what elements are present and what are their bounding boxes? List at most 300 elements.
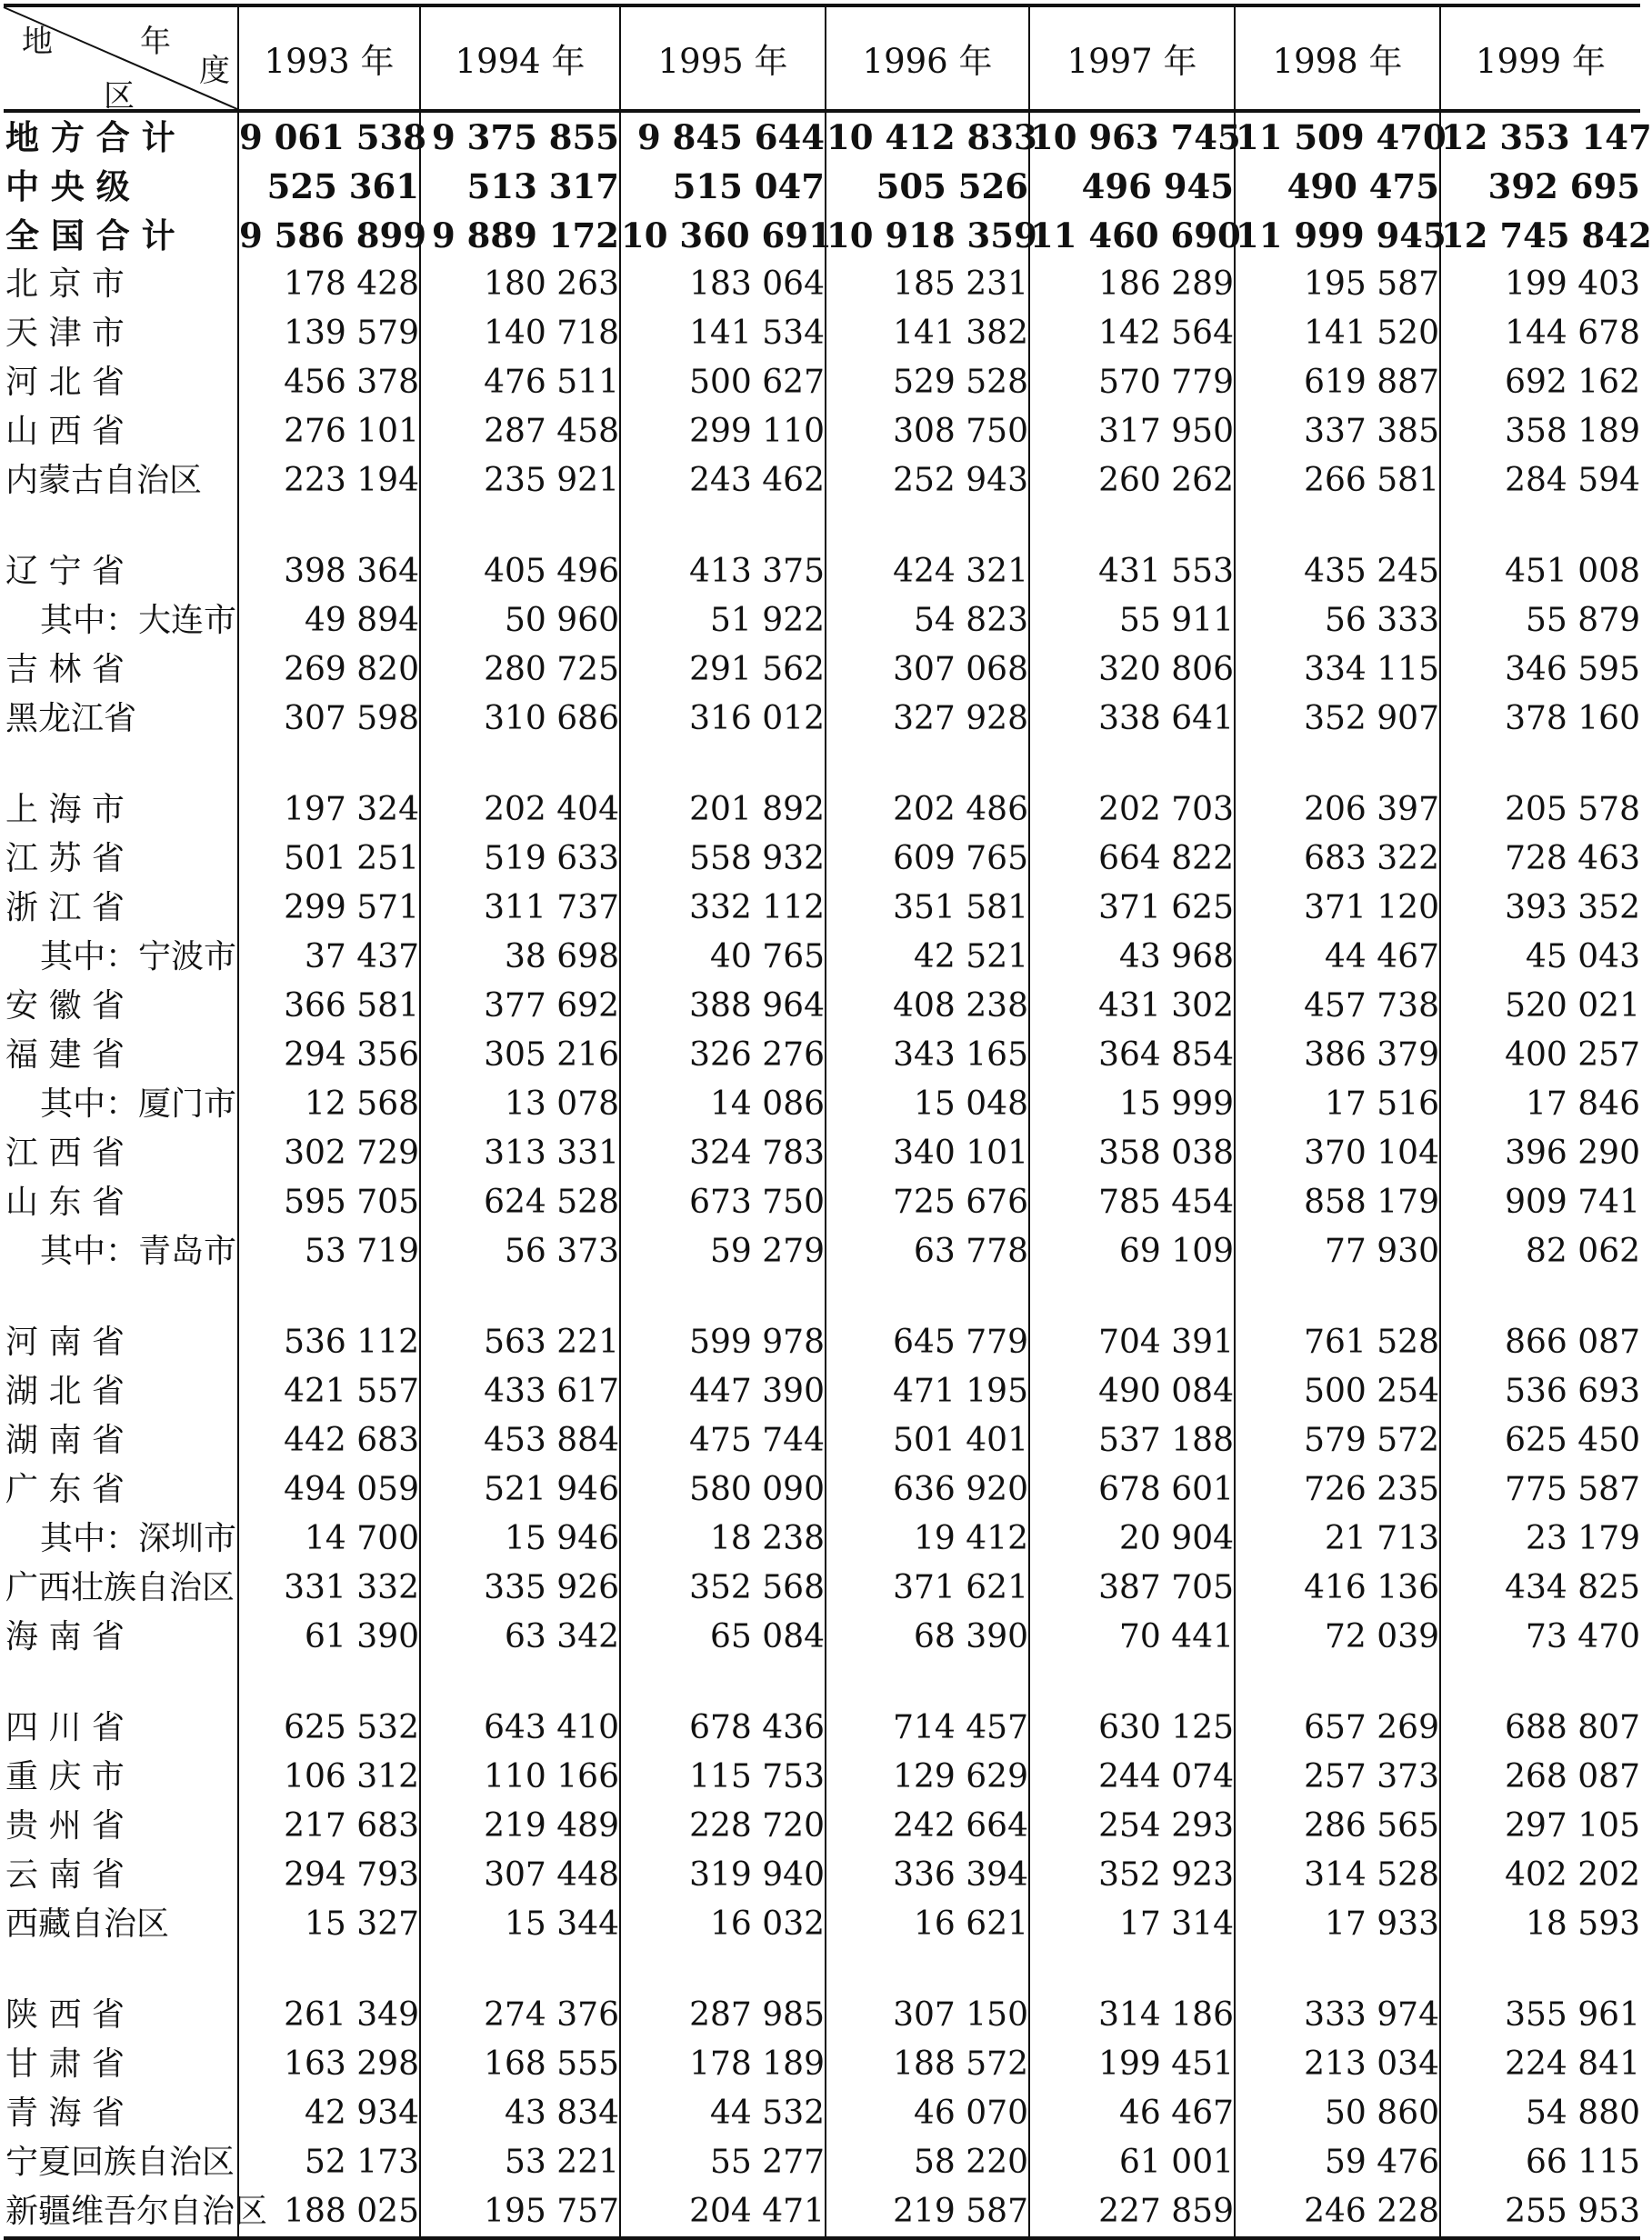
value-cell: 316 012 bbox=[620, 695, 826, 744]
region-name-cell: 甘 肃 省 bbox=[5, 2045, 125, 2083]
value-cell: 195 587 bbox=[1235, 260, 1440, 309]
value-cell: 202 703 bbox=[1029, 785, 1235, 835]
value-cell: 442 683 bbox=[238, 1416, 420, 1465]
value-cell: 619 887 bbox=[1235, 358, 1440, 407]
value-cell: 260 262 bbox=[1029, 456, 1235, 505]
value-cell: 235 921 bbox=[420, 456, 620, 505]
value-cell: 451 008 bbox=[1440, 547, 1640, 596]
region-name-cell: 广 东 省 bbox=[5, 1471, 125, 1508]
value-cell: 400 257 bbox=[1440, 1031, 1640, 1080]
value-cell: 297 105 bbox=[1440, 1802, 1640, 1851]
table-row bbox=[4, 111, 1640, 162]
spacer-cell bbox=[4, 1949, 238, 1991]
value-cell: 16 621 bbox=[826, 1900, 1029, 1949]
value-cell: 286 565 bbox=[1235, 1802, 1440, 1851]
value-cell: 398 364 bbox=[238, 547, 420, 596]
value-cell: 866 087 bbox=[1440, 1318, 1640, 1367]
value-cell: 447 390 bbox=[620, 1367, 826, 1416]
table-row bbox=[4, 1564, 1640, 1613]
spacer-cell bbox=[420, 505, 620, 547]
value-cell: 274 376 bbox=[420, 1991, 620, 2040]
value-cell: 178 189 bbox=[620, 2040, 826, 2089]
region-name-cell: 其中：大连市 bbox=[40, 602, 237, 639]
value-cell: 55 879 bbox=[1440, 596, 1640, 645]
value-cell: 525 361 bbox=[238, 162, 420, 211]
value-cell: 714 457 bbox=[826, 1704, 1029, 1753]
value-cell: 252 943 bbox=[826, 456, 1029, 505]
value-cell: 785 454 bbox=[1029, 1178, 1235, 1227]
value-cell: 204 471 bbox=[620, 2187, 826, 2238]
value-cell: 69 109 bbox=[1029, 1227, 1235, 1276]
corner-header-cell bbox=[4, 5, 238, 115]
value-cell: 393 352 bbox=[1440, 884, 1640, 933]
table-row bbox=[4, 1704, 1640, 1753]
table-row bbox=[4, 1318, 1640, 1367]
value-cell: 202 404 bbox=[420, 785, 620, 835]
region-name-cell: 其中：厦门市 bbox=[40, 1085, 237, 1123]
table-row bbox=[4, 933, 1640, 982]
spacer-cell bbox=[420, 1949, 620, 1991]
value-cell: 53 719 bbox=[238, 1227, 420, 1276]
value-cell: 673 750 bbox=[620, 1178, 826, 1227]
value-cell: 197 324 bbox=[238, 785, 420, 835]
value-cell: 311 737 bbox=[420, 884, 620, 933]
value-cell: 683 322 bbox=[1235, 835, 1440, 884]
value-cell: 307 448 bbox=[420, 1851, 620, 1900]
value-cell: 317 950 bbox=[1029, 407, 1235, 456]
value-cell: 431 553 bbox=[1029, 547, 1235, 596]
value-cell: 336 394 bbox=[826, 1851, 1029, 1900]
value-cell: 364 854 bbox=[1029, 1031, 1235, 1080]
spacer-cell bbox=[1235, 1949, 1440, 1991]
spacer-cell bbox=[4, 1662, 238, 1704]
table-row bbox=[4, 1227, 1640, 1276]
value-cell: 17 516 bbox=[1235, 1080, 1440, 1129]
value-cell: 55 277 bbox=[620, 2138, 826, 2187]
region-name-cell: 贵 州 省 bbox=[5, 1807, 125, 1845]
region-name-cell: 安 徽 省 bbox=[5, 987, 125, 1025]
value-cell: 630 125 bbox=[1029, 1704, 1235, 1753]
value-cell: 340 101 bbox=[826, 1129, 1029, 1178]
region-name-cell: 海 南 省 bbox=[5, 1618, 125, 1655]
region-name-cell: 山 西 省 bbox=[5, 413, 125, 450]
value-cell: 195 757 bbox=[420, 2187, 620, 2238]
spacer-cell bbox=[826, 505, 1029, 547]
value-cell: 188 572 bbox=[826, 2040, 1029, 2089]
region-name-cell: 河 北 省 bbox=[5, 364, 125, 401]
corner-label-region-top: 地 bbox=[22, 24, 53, 60]
value-cell: 307 598 bbox=[238, 695, 420, 744]
value-cell: 61 001 bbox=[1029, 2138, 1235, 2187]
value-cell: 494 059 bbox=[238, 1465, 420, 1515]
value-cell: 333 974 bbox=[1235, 1991, 1440, 2040]
value-cell: 314 528 bbox=[1235, 1851, 1440, 1900]
value-cell: 46 070 bbox=[826, 2089, 1029, 2138]
year-header-1994: 1994 年 bbox=[420, 5, 620, 111]
spacer-cell bbox=[826, 1662, 1029, 1704]
value-cell: 725 676 bbox=[826, 1178, 1029, 1227]
value-cell: 213 034 bbox=[1235, 2040, 1440, 2089]
value-cell: 324 783 bbox=[620, 1129, 826, 1178]
value-cell: 537 188 bbox=[1029, 1416, 1235, 1465]
value-cell: 178 428 bbox=[238, 260, 420, 309]
spacer-cell bbox=[1440, 1276, 1640, 1318]
value-cell: 201 892 bbox=[620, 785, 826, 835]
value-cell: 396 290 bbox=[1440, 1129, 1640, 1178]
value-cell: 142 564 bbox=[1029, 309, 1235, 358]
value-cell: 17 314 bbox=[1029, 1900, 1235, 1949]
value-cell: 37 437 bbox=[238, 933, 420, 982]
value-cell: 728 463 bbox=[1440, 835, 1640, 884]
value-cell: 501 401 bbox=[826, 1416, 1029, 1465]
region-name-cell: 广西壮族自治区 bbox=[5, 1569, 235, 1606]
spacer-cell bbox=[1029, 1662, 1235, 1704]
value-cell: 505 526 bbox=[826, 162, 1029, 211]
value-cell: 219 489 bbox=[420, 1802, 620, 1851]
value-cell: 392 695 bbox=[1440, 162, 1640, 211]
spacer-cell bbox=[1235, 505, 1440, 547]
value-cell: 59 476 bbox=[1235, 2138, 1440, 2187]
value-cell: 55 911 bbox=[1029, 596, 1235, 645]
value-cell: 185 231 bbox=[826, 260, 1029, 309]
value-cell: 645 779 bbox=[826, 1318, 1029, 1367]
region-name-cell: 其中：青岛市 bbox=[40, 1233, 237, 1270]
value-cell: 224 841 bbox=[1440, 2040, 1640, 2089]
value-cell: 43 968 bbox=[1029, 933, 1235, 982]
table-row bbox=[4, 456, 1640, 505]
value-cell: 678 436 bbox=[620, 1704, 826, 1753]
value-cell: 13 078 bbox=[420, 1080, 620, 1129]
value-cell: 307 068 bbox=[826, 645, 1029, 695]
value-cell: 519 633 bbox=[420, 835, 620, 884]
value-cell: 188 025 bbox=[238, 2187, 420, 2238]
region-name-cell: 新疆维吾尔自治区 bbox=[4, 2187, 238, 2238]
value-cell: 217 683 bbox=[238, 1802, 420, 1851]
value-cell: 52 173 bbox=[238, 2138, 420, 2187]
value-cell: 168 555 bbox=[420, 2040, 620, 2089]
value-cell: 42 934 bbox=[238, 2089, 420, 2138]
spacer-cell bbox=[1440, 744, 1640, 785]
spacer-cell bbox=[1029, 1276, 1235, 1318]
value-cell: 56 333 bbox=[1235, 596, 1440, 645]
value-cell: 320 806 bbox=[1029, 645, 1235, 695]
value-cell: 402 202 bbox=[1440, 1851, 1640, 1900]
spacer-cell bbox=[4, 1276, 238, 1318]
value-cell: 9 061 538 bbox=[238, 111, 420, 162]
value-cell: 18 238 bbox=[620, 1515, 826, 1564]
spacer-cell bbox=[826, 1949, 1029, 1991]
value-cell: 314 186 bbox=[1029, 1991, 1235, 2040]
value-cell: 421 557 bbox=[238, 1367, 420, 1416]
value-cell: 294 356 bbox=[238, 1031, 420, 1080]
value-cell: 163 298 bbox=[238, 2040, 420, 2089]
value-cell: 129 629 bbox=[826, 1753, 1029, 1802]
value-cell: 139 579 bbox=[238, 309, 420, 358]
value-cell: 66 115 bbox=[1440, 2138, 1640, 2187]
value-cell: 501 251 bbox=[238, 835, 420, 884]
value-cell: 431 302 bbox=[1029, 982, 1235, 1031]
value-cell: 49 894 bbox=[238, 596, 420, 645]
value-cell: 50 960 bbox=[420, 596, 620, 645]
table-row bbox=[4, 309, 1640, 358]
value-cell: 563 221 bbox=[420, 1318, 620, 1367]
spacer-cell bbox=[620, 744, 826, 785]
table-row bbox=[4, 2089, 1640, 2138]
region-name-cell: 重 庆 市 bbox=[5, 1758, 125, 1795]
year-header-1997: 1997 年 bbox=[1029, 5, 1235, 111]
value-cell: 726 235 bbox=[1235, 1465, 1440, 1515]
region-name-cell: 全 国 合 计 bbox=[5, 215, 175, 255]
spacer-cell bbox=[238, 1662, 420, 1704]
value-cell: 688 807 bbox=[1440, 1704, 1640, 1753]
value-cell: 9 586 899 bbox=[238, 211, 420, 260]
region-name-cell: 其中：宁波市 bbox=[40, 938, 237, 975]
value-cell: 141 534 bbox=[620, 309, 826, 358]
value-cell: 299 110 bbox=[620, 407, 826, 456]
value-cell: 476 511 bbox=[420, 358, 620, 407]
table-row bbox=[4, 2040, 1640, 2089]
region-name-cell: 湖 北 省 bbox=[5, 1373, 125, 1410]
value-cell: 386 379 bbox=[1235, 1031, 1440, 1080]
value-cell: 371 120 bbox=[1235, 884, 1440, 933]
value-cell: 624 528 bbox=[420, 1178, 620, 1227]
value-cell: 276 101 bbox=[238, 407, 420, 456]
value-cell: 515 047 bbox=[620, 162, 826, 211]
value-cell: 358 038 bbox=[1029, 1129, 1235, 1178]
spacer-cell bbox=[420, 1662, 620, 1704]
value-cell: 599 978 bbox=[620, 1318, 826, 1367]
value-cell: 17 846 bbox=[1440, 1080, 1640, 1129]
spacer-cell bbox=[1235, 1276, 1440, 1318]
value-cell: 334 115 bbox=[1235, 645, 1440, 695]
table-row bbox=[4, 1900, 1640, 1949]
value-cell: 704 391 bbox=[1029, 1318, 1235, 1367]
value-cell: 657 269 bbox=[1235, 1704, 1440, 1753]
table-row bbox=[4, 407, 1640, 456]
value-cell: 14 086 bbox=[620, 1080, 826, 1129]
value-cell: 10 918 359 bbox=[826, 211, 1029, 260]
value-cell: 521 946 bbox=[420, 1465, 620, 1515]
value-cell: 377 692 bbox=[420, 982, 620, 1031]
value-cell: 15 327 bbox=[238, 1900, 420, 1949]
value-cell: 355 961 bbox=[1440, 1991, 1640, 2040]
table-row bbox=[4, 884, 1640, 933]
value-cell: 11 999 945 bbox=[1235, 211, 1440, 260]
value-cell: 17 933 bbox=[1235, 1900, 1440, 1949]
value-cell: 42 521 bbox=[826, 933, 1029, 982]
region-name-cell: 西藏自治区 bbox=[5, 1905, 170, 1943]
table-row bbox=[4, 1465, 1640, 1515]
region-name-cell: 黑龙江省 bbox=[5, 700, 137, 737]
value-cell: 536 693 bbox=[1440, 1367, 1640, 1416]
spacer-cell bbox=[1440, 1662, 1640, 1704]
value-cell: 299 571 bbox=[238, 884, 420, 933]
value-cell: 678 601 bbox=[1029, 1465, 1235, 1515]
region-name-cell: 江 苏 省 bbox=[5, 840, 125, 877]
table-row bbox=[4, 1178, 1640, 1227]
value-cell: 335 926 bbox=[420, 1564, 620, 1613]
value-cell: 625 532 bbox=[238, 1704, 420, 1753]
group-spacer-row bbox=[4, 744, 1640, 785]
value-cell: 371 621 bbox=[826, 1564, 1029, 1613]
value-cell: 183 064 bbox=[620, 260, 826, 309]
value-cell: 106 312 bbox=[238, 1753, 420, 1802]
value-cell: 343 165 bbox=[826, 1031, 1029, 1080]
value-cell: 416 136 bbox=[1235, 1564, 1440, 1613]
value-cell: 313 331 bbox=[420, 1129, 620, 1178]
value-cell: 500 254 bbox=[1235, 1367, 1440, 1416]
spacer-cell bbox=[238, 505, 420, 547]
value-cell: 536 112 bbox=[238, 1318, 420, 1367]
value-cell: 227 859 bbox=[1029, 2187, 1235, 2238]
group-spacer-row bbox=[4, 1949, 1640, 1991]
value-cell: 59 279 bbox=[620, 1227, 826, 1276]
value-cell: 287 458 bbox=[420, 407, 620, 456]
group-spacer-row bbox=[4, 1662, 1640, 1704]
spacer-cell bbox=[620, 505, 826, 547]
value-cell: 10 360 691 bbox=[620, 211, 826, 260]
value-cell: 310 686 bbox=[420, 695, 620, 744]
table-row bbox=[4, 1851, 1640, 1900]
value-cell: 11 460 690 bbox=[1029, 211, 1235, 260]
value-cell: 358 189 bbox=[1440, 407, 1640, 456]
region-name-cell: 吉 林 省 bbox=[5, 651, 125, 688]
group-spacer-row bbox=[4, 505, 1640, 547]
value-cell: 302 729 bbox=[238, 1129, 420, 1178]
region-name-cell: 浙 江 省 bbox=[5, 889, 125, 926]
table-row bbox=[4, 1129, 1640, 1178]
value-cell: 370 104 bbox=[1235, 1129, 1440, 1178]
value-cell: 199 451 bbox=[1029, 2040, 1235, 2089]
value-cell: 636 920 bbox=[826, 1465, 1029, 1515]
region-name-cell: 天 津 市 bbox=[5, 315, 125, 352]
region-name-cell: 中 央 级 bbox=[5, 166, 130, 206]
table-row bbox=[4, 1753, 1640, 1802]
value-cell: 475 744 bbox=[620, 1416, 826, 1465]
value-cell: 58 220 bbox=[826, 2138, 1029, 2187]
table-row bbox=[4, 547, 1640, 596]
region-name-cell: 北 京 市 bbox=[5, 265, 125, 303]
spacer-cell bbox=[1029, 505, 1235, 547]
value-cell: 53 221 bbox=[420, 2138, 620, 2187]
value-cell: 520 021 bbox=[1440, 982, 1640, 1031]
value-cell: 366 581 bbox=[238, 982, 420, 1031]
table-row bbox=[4, 2138, 1640, 2187]
value-cell: 40 765 bbox=[620, 933, 826, 982]
value-cell: 305 216 bbox=[420, 1031, 620, 1080]
region-name-cell: 上 海 市 bbox=[5, 791, 125, 828]
region-name-cell: 福 建 省 bbox=[5, 1036, 125, 1074]
value-cell: 308 750 bbox=[826, 407, 1029, 456]
value-cell: 12 353 147 bbox=[1440, 111, 1640, 162]
data-table bbox=[4, 4, 1652, 2240]
value-cell: 257 373 bbox=[1235, 1753, 1440, 1802]
value-cell: 761 528 bbox=[1235, 1318, 1440, 1367]
table-row bbox=[4, 358, 1640, 407]
value-cell: 15 344 bbox=[420, 1900, 620, 1949]
spacer-cell bbox=[1029, 1949, 1235, 1991]
value-cell: 284 594 bbox=[1440, 456, 1640, 505]
table-row bbox=[4, 785, 1640, 835]
value-cell: 115 753 bbox=[620, 1753, 826, 1802]
spacer-cell bbox=[4, 744, 238, 785]
value-cell: 15 048 bbox=[826, 1080, 1029, 1129]
spacer-cell bbox=[238, 744, 420, 785]
table-row bbox=[4, 835, 1640, 884]
region-name-cell: 山 东 省 bbox=[5, 1184, 125, 1221]
value-cell: 141 520 bbox=[1235, 309, 1440, 358]
value-cell: 15 946 bbox=[420, 1515, 620, 1564]
region-name-cell: 河 南 省 bbox=[5, 1324, 125, 1361]
corner-label-year-bottom: 度 bbox=[199, 53, 230, 89]
value-cell: 352 907 bbox=[1235, 695, 1440, 744]
value-cell: 23 179 bbox=[1440, 1515, 1640, 1564]
value-cell: 206 397 bbox=[1235, 785, 1440, 835]
value-cell: 337 385 bbox=[1235, 407, 1440, 456]
value-cell: 326 276 bbox=[620, 1031, 826, 1080]
value-cell: 38 698 bbox=[420, 933, 620, 982]
value-cell: 346 595 bbox=[1440, 645, 1640, 695]
value-cell: 50 860 bbox=[1235, 2089, 1440, 2138]
value-cell: 388 964 bbox=[620, 982, 826, 1031]
value-cell: 9 889 172 bbox=[420, 211, 620, 260]
spacer-cell bbox=[238, 1276, 420, 1318]
table-row bbox=[4, 1031, 1640, 1080]
value-cell: 338 641 bbox=[1029, 695, 1235, 744]
value-cell: 18 593 bbox=[1440, 1900, 1640, 1949]
value-cell: 266 581 bbox=[1235, 456, 1440, 505]
value-cell: 12 745 842 bbox=[1440, 211, 1640, 260]
value-cell: 180 263 bbox=[420, 260, 620, 309]
value-cell: 9 375 855 bbox=[420, 111, 620, 162]
value-cell: 456 378 bbox=[238, 358, 420, 407]
spacer-cell bbox=[4, 505, 238, 547]
value-cell: 692 162 bbox=[1440, 358, 1640, 407]
region-name-cell: 青 海 省 bbox=[5, 2095, 125, 2132]
value-cell: 56 373 bbox=[420, 1227, 620, 1276]
value-cell: 269 820 bbox=[238, 645, 420, 695]
spacer-cell bbox=[1440, 505, 1640, 547]
value-cell: 858 179 bbox=[1235, 1178, 1440, 1227]
value-cell: 19 412 bbox=[826, 1515, 1029, 1564]
table-row bbox=[4, 211, 1640, 260]
spacer-cell bbox=[826, 744, 1029, 785]
value-cell: 20 904 bbox=[1029, 1515, 1235, 1564]
table-row bbox=[4, 1802, 1640, 1851]
value-cell: 307 150 bbox=[826, 1991, 1029, 2040]
value-cell: 471 195 bbox=[826, 1367, 1029, 1416]
value-cell: 82 062 bbox=[1440, 1227, 1640, 1276]
value-cell: 664 822 bbox=[1029, 835, 1235, 884]
value-cell: 453 884 bbox=[420, 1416, 620, 1465]
spacer-cell bbox=[620, 1949, 826, 1991]
value-cell: 219 587 bbox=[826, 2187, 1029, 2238]
value-cell: 72 039 bbox=[1235, 1613, 1440, 1662]
value-cell: 243 462 bbox=[620, 456, 826, 505]
year-header-1996: 1996 年 bbox=[826, 5, 1029, 111]
value-cell: 291 562 bbox=[620, 645, 826, 695]
value-cell: 15 999 bbox=[1029, 1080, 1235, 1129]
table-row bbox=[4, 982, 1640, 1031]
value-cell: 268 087 bbox=[1440, 1753, 1640, 1802]
value-cell: 513 317 bbox=[420, 162, 620, 211]
region-name-cell: 四 川 省 bbox=[5, 1709, 125, 1746]
value-cell: 435 245 bbox=[1235, 547, 1440, 596]
spacer-cell bbox=[620, 1276, 826, 1318]
value-cell: 378 160 bbox=[1440, 695, 1640, 744]
value-cell: 287 985 bbox=[620, 1991, 826, 2040]
value-cell: 332 112 bbox=[620, 884, 826, 933]
